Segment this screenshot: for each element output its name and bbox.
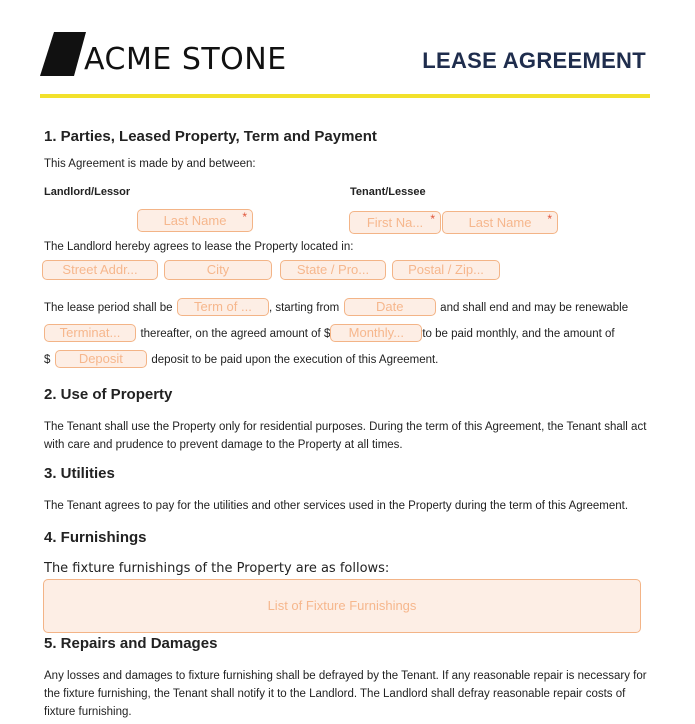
document-header (40, 30, 650, 100)
required-marker: * (242, 210, 247, 224)
repairs-damages-text: Any losses and damages to fixture furnishing shall be defrayed by the Tenant. If any reasonable repair is necessary for the fixture furnishing, the Tenant shall notify it to the Landlord. The Landlord shall defray reasonable repair costs of fixture furnishing. (44, 670, 647, 718)
acme-stone-logo-icon (40, 32, 86, 76)
deposit-line: $ Deposit deposit to be paid upon the execution of this Agreement. (44, 351, 439, 367)
landlord-last-name-field[interactable]: Last Name * (137, 209, 253, 232)
tenant-first-name-field[interactable]: First Na... * (349, 211, 441, 234)
fixture-furnishings-field[interactable]: List of Fixture Furnishings (43, 579, 641, 633)
use-of-property-text: The Tenant shall use the Property only for residential purposes. During the term of this Agreement, the Tenant shall act with care and prudence to prevent damage to the Property at all times. (44, 421, 647, 451)
postal-zip-field[interactable]: Postal / Zip... (392, 260, 500, 280)
required-marker: * (430, 212, 435, 226)
tenant-label: Tenant/Lessee (350, 186, 426, 198)
agreement-intro: This Agreement is made by and between: (44, 158, 256, 170)
city-field[interactable]: City (164, 260, 272, 280)
lease-term-field[interactable]: Term of ... (177, 298, 269, 316)
start-date-field[interactable]: Date (344, 298, 436, 316)
section-4-heading: 4. Furnishings (44, 529, 147, 546)
termination-field[interactable]: Terminat... (44, 324, 136, 342)
tenant-last-name-field[interactable]: Last Name * (442, 211, 558, 234)
furnishings-text: The fixture furnishings of the Property are as follows: (44, 561, 390, 576)
section-5-heading: 5. Repairs and Damages (44, 635, 218, 652)
lease-period-line: The lease period shall be Term of ... , starting from Date and shall end and may be renewable (44, 299, 629, 315)
lease-amount-line: Terminat... thereafter, on the agreed amount of $ Monthly... to be paid monthly, and the amount of (44, 324, 654, 343)
section-2-heading: 2. Use of Property (44, 386, 173, 403)
utilities-text: The Tenant agrees to pay for the utilities and other services used in the Property during the term of this Agreement. (44, 500, 629, 512)
document-title: LEASE AGREEMENT (422, 48, 646, 73)
monthly-amount-field[interactable]: Monthly... (330, 324, 422, 342)
required-marker: * (547, 212, 552, 226)
header-divider (40, 94, 650, 98)
section-3-heading: 3. Utilities (44, 465, 115, 482)
landlord-label: Landlord/Lessor (44, 186, 131, 198)
property-location-text: The Landlord hereby agrees to lease the Property located in: (44, 241, 354, 253)
section-1-heading: 1. Parties, Leased Property, Term and Payment (44, 128, 377, 145)
deposit-field[interactable]: Deposit (55, 350, 147, 368)
brand-name: ACME STONE (84, 42, 287, 77)
street-address-field[interactable]: Street Addr... (42, 260, 158, 280)
state-province-field[interactable]: State / Pro... (280, 260, 386, 280)
